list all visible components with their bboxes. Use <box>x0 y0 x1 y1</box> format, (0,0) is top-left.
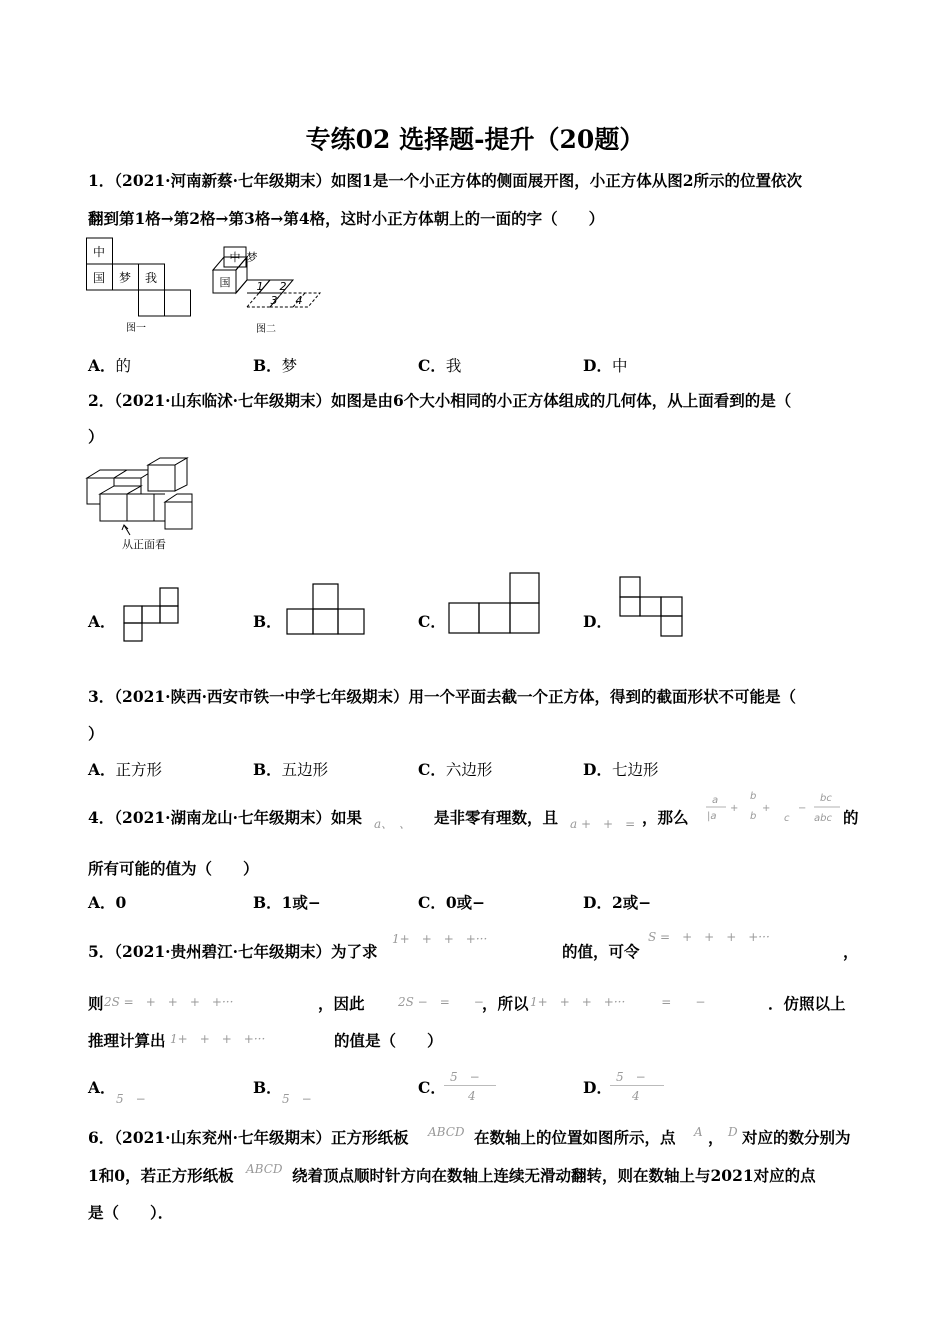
fig2-num: 2 <box>279 280 287 293</box>
fig1-char: 中 <box>92 245 106 259</box>
fig1-char: 我 <box>144 271 158 285</box>
q6-formula-d: D <box>728 1125 738 1139</box>
q6-formula-abcd-2: ABCD <box>246 1162 283 1176</box>
q6-stem-part3: ， <box>708 1128 724 1147</box>
q5-formula-diff: 2S − = − <box>398 995 484 1009</box>
svg-text:abc: abc <box>814 813 832 824</box>
svg-text:c: c <box>784 813 790 824</box>
fig1-char: 梦 <box>118 271 132 285</box>
q5-stem-part8: 推理计算出 <box>88 1031 166 1050</box>
q5-option-c-fraction-bar <box>444 1085 496 1086</box>
q5-option-d-numerator: 5 − <box>616 1070 646 1084</box>
q2-option-b-label[interactable]: B． <box>253 612 282 631</box>
fig2-num: 4 <box>295 294 303 307</box>
q4-expression-image <box>704 791 844 831</box>
fig2-caption: 图二 <box>256 324 276 335</box>
svg-text:+: + <box>762 803 771 814</box>
q2-option-c-label[interactable]: C． <box>418 612 446 631</box>
q3-stem-line1: 3．（2021·陕西·西安市铁一中学七年级期末）用一个平面去截一个正方体，得到的截面形状不可能是（ <box>88 687 796 706</box>
q4-stem-part3: ，那么 <box>642 808 689 827</box>
fig1-cell <box>139 290 165 316</box>
q1-stem-line2: 翻到第1格→第2格→第3格→第4格，这时小正方体朝上的一面的字（ ） <box>88 209 605 228</box>
q5-option-d[interactable]: D． <box>583 1078 612 1097</box>
q1-option-d[interactable]: D．中 <box>583 356 628 375</box>
svg-text:bc: bc <box>820 793 832 804</box>
page-title: 专练02 选择题-提升（20题） <box>305 125 645 154</box>
svg-text:|a: |a <box>707 811 717 822</box>
q1-stem-line1: 1．（2021·河南新蔡·七年级期末）如图1是一个小正方体的侧面展开图，小正方体从图2所示的位置依次 <box>88 171 803 190</box>
q5-stem-part2: 的值，可令 <box>562 942 640 961</box>
q2-option-d-label[interactable]: D． <box>583 612 612 631</box>
q1-figure-1 <box>86 237 198 337</box>
q5-option-c[interactable]: C． <box>418 1078 446 1097</box>
q3-stem-line2: ） <box>88 724 104 743</box>
fig1-caption: 图一 <box>126 323 146 334</box>
fig2-char: 中 <box>229 251 241 264</box>
q3-option-c[interactable]: C．六边形 <box>418 760 493 779</box>
q5-option-b[interactable]: B． <box>253 1078 282 1097</box>
q2-view-caption: 从正面看 <box>122 538 166 551</box>
q5-option-d-fraction-bar <box>610 1085 664 1086</box>
q5-stem-part9: 的值是（ ） <box>334 1031 443 1050</box>
q5-option-a-expression: 5 − <box>116 1092 146 1106</box>
q5-stem-part3: ， <box>843 942 859 961</box>
q5-option-a[interactable]: A． <box>88 1078 116 1097</box>
q5-formula-2s: 2S = + + + +··· <box>104 995 234 1009</box>
q5-formula-s: S = + + + +··· <box>648 930 770 944</box>
q3-option-b[interactable]: B．五边形 <box>253 760 329 779</box>
q1-option-b[interactable]: B．梦 <box>253 356 298 375</box>
q6-formula-abcd: ABCD <box>428 1125 465 1139</box>
q1-option-a[interactable]: A．的 <box>88 356 132 375</box>
fig2-num: 1 <box>256 280 264 293</box>
q5-stem-part1: 5．（2021·贵州碧江·七年级期末）为了求 <box>88 942 378 961</box>
q1-figure-2 <box>210 243 330 337</box>
q6-stem-line2a: 1和0，若正方形纸板 <box>88 1166 234 1185</box>
q5-stem-part4: 则 <box>88 994 104 1013</box>
q4-option-a[interactable]: A．0 <box>88 893 127 912</box>
q2-option-a-figure[interactable] <box>121 587 181 643</box>
q5-formula-sum: 1+ + + +··· <box>392 932 488 946</box>
q2-option-a-label[interactable]: A． <box>88 612 116 631</box>
q4-formula-vars: a、 、 <box>374 817 412 831</box>
svg-text:b: b <box>750 791 757 802</box>
q5-stem-part6: ，所以 <box>482 994 529 1013</box>
q5-formula-result: 1+ + + +··· = − <box>530 995 706 1009</box>
svg-text:b: b <box>750 811 757 822</box>
q4-option-d[interactable]: D．2或− <box>583 893 652 912</box>
q2-option-c-figure[interactable] <box>448 572 540 634</box>
q1-option-c[interactable]: C．我 <box>418 356 462 375</box>
q6-stem-part4: 对应的数分别为 <box>742 1128 851 1147</box>
q5-stem-part5: ，因此 <box>318 994 365 1013</box>
q6-stem-part1: 6．（2021·山东兖州·七年级期末）正方形纸板 <box>88 1128 409 1147</box>
q2-stem-line2: ） <box>88 427 104 446</box>
q5-option-b-expression: 5 − <box>282 1092 312 1106</box>
q3-option-d[interactable]: D．七边形 <box>583 760 659 779</box>
svg-text:a: a <box>712 795 719 806</box>
q5-formula-target: 1+ + + +··· <box>170 1032 266 1046</box>
q5-option-c-denominator: 4 <box>468 1089 476 1103</box>
q6-stem-line3: 是（ ）． <box>88 1203 174 1222</box>
q2-option-d-figure[interactable] <box>619 576 685 638</box>
q6-formula-a: A <box>694 1125 703 1139</box>
q2-option-b-figure[interactable] <box>286 583 366 637</box>
q6-stem-part2: 在数轴上的位置如图所示，点 <box>474 1128 676 1147</box>
svg-text:+: + <box>730 803 739 814</box>
fig1-cell <box>165 290 191 316</box>
fig1-char: 国 <box>92 271 106 285</box>
q5-option-d-denominator: 4 <box>632 1089 640 1103</box>
q2-stem-line1: 2．（2021·山东临沭·七年级期末）如图是由6个大小相同的小正方体组成的几何体，从上面看到的是（ <box>88 391 792 410</box>
fig2-char: 梦 <box>246 251 258 264</box>
fig2-char: 国 <box>219 276 231 289</box>
q4-stem-part4: 的 <box>843 808 859 827</box>
fig2-num: 3 <box>270 294 278 307</box>
q4-option-b[interactable]: B．1或− <box>253 893 321 912</box>
q4-option-c[interactable]: C．0或− <box>418 893 486 912</box>
q3-option-a[interactable]: A．正方形 <box>88 760 163 779</box>
svg-text:−: − <box>798 803 807 814</box>
q5-option-c-numerator: 5 − <box>450 1070 480 1084</box>
q5-stem-part7: ．仿照以上 <box>768 994 846 1013</box>
q2-solid-figure <box>84 457 200 553</box>
q4-stem-part2: 是非零有理数，且 <box>434 808 559 827</box>
q4-formula-condition: a + + = <box>570 817 636 831</box>
q4-stem-line2: 所有可能的值为（ ） <box>88 859 259 878</box>
q4-stem-part1: 4．（2021·湖南龙山·七年级期末）如果 <box>88 808 362 827</box>
q6-stem-line2b: 绕着顶点顺时针方向在数轴上连续无滑动翻转，则在数轴上与2021对应的点 <box>292 1166 816 1185</box>
